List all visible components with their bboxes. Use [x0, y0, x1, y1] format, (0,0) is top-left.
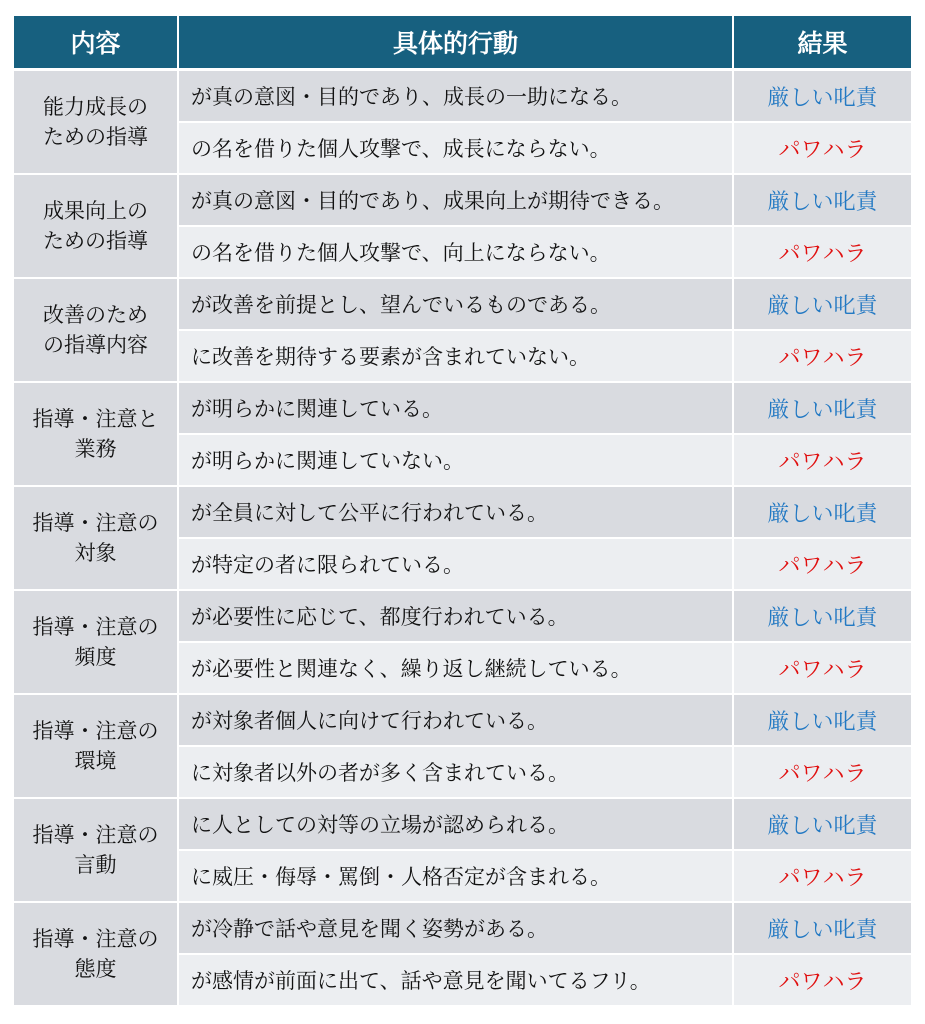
result-strict-reprimand: 厳しい叱責	[734, 591, 911, 643]
category-line: ための指導	[43, 229, 148, 253]
category-cell	[14, 71, 179, 175]
category-cell	[14, 591, 179, 695]
behavior-acceptable: が全員に対して公平に行われている。	[179, 487, 734, 539]
behavior-harassment: が感情が前面に出て、話や意見を聞いてるフリ。	[179, 955, 734, 1007]
behavior-acceptable: が改善を前提とし、望んでいるものである。	[179, 279, 734, 331]
table-row	[14, 71, 911, 123]
result-strict-reprimand: 厳しい叱責	[734, 175, 911, 227]
result-power-harassment: パワハラ	[734, 643, 911, 695]
category-cell	[14, 175, 179, 279]
behavior-harassment: が明らかに関連していない。	[179, 435, 734, 487]
behavior-acceptable: が冷静で話や意見を聞く姿勢がある。	[179, 903, 734, 955]
category-cell	[14, 383, 179, 487]
comparison-table-container	[14, 16, 911, 1007]
category-line: 業務	[74, 437, 117, 461]
category-line: 能力成長の	[43, 95, 148, 119]
table-row	[14, 903, 911, 955]
category-line: 成果向上の	[43, 199, 148, 223]
category-line: 頻度	[74, 645, 117, 669]
comparison-table	[14, 16, 911, 1007]
category-line: 指導・注意の	[32, 719, 159, 743]
result-power-harassment: パワハラ	[734, 435, 911, 487]
result-power-harassment: パワハラ	[734, 851, 911, 903]
behavior-acceptable: が真の意図・目的であり、成長の一助になる。	[179, 71, 734, 123]
category-line: 環境	[74, 749, 117, 773]
result-strict-reprimand: 厳しい叱責	[734, 71, 911, 123]
behavior-acceptable: に人としての対等の立場が認められる。	[179, 799, 734, 851]
result-strict-reprimand: 厳しい叱責	[734, 903, 911, 955]
category-cell	[14, 279, 179, 383]
category-line: の指導内容	[43, 333, 148, 357]
behavior-acceptable: が対象者個人に向けて行われている。	[179, 695, 734, 747]
result-power-harassment: パワハラ	[734, 955, 911, 1007]
behavior-harassment: に威圧・侮辱・罵倒・人格否定が含まれる。	[179, 851, 734, 903]
result-power-harassment: パワハラ	[734, 539, 911, 591]
table-row	[14, 279, 911, 331]
behavior-harassment: が特定の者に限られている。	[179, 539, 734, 591]
result-strict-reprimand: 厳しい叱責	[734, 279, 911, 331]
category-cell	[14, 799, 179, 903]
header-content: 内容	[14, 16, 179, 71]
table-body	[14, 71, 911, 1007]
result-strict-reprimand: 厳しい叱責	[734, 487, 911, 539]
category-line: 指導・注意の	[32, 511, 159, 535]
category-cell	[14, 487, 179, 591]
table-row	[14, 591, 911, 643]
result-power-harassment: パワハラ	[734, 747, 911, 799]
result-power-harassment: パワハラ	[734, 123, 911, 175]
behavior-harassment: に改善を期待する要素が含まれていない。	[179, 331, 734, 383]
behavior-harassment: の名を借りた個人攻撃で、成長にならない。	[179, 123, 734, 175]
category-line: 指導・注意の	[32, 615, 159, 639]
result-power-harassment: パワハラ	[734, 227, 911, 279]
category-line: 指導・注意の	[32, 823, 159, 847]
table-row	[14, 799, 911, 851]
category-line: 態度	[74, 957, 117, 981]
header-result: 結果	[734, 16, 911, 71]
category-line: 指導・注意の	[32, 927, 159, 951]
category-cell	[14, 695, 179, 799]
category-line: 対象	[74, 541, 117, 565]
category-line: 指導・注意と	[32, 407, 159, 431]
table-row	[14, 487, 911, 539]
behavior-acceptable: が必要性に応じて、都度行われている。	[179, 591, 734, 643]
behavior-acceptable: が真の意図・目的であり、成果向上が期待できる。	[179, 175, 734, 227]
behavior-acceptable: が明らかに関連している。	[179, 383, 734, 435]
result-strict-reprimand: 厳しい叱責	[734, 799, 911, 851]
category-line: 言動	[74, 853, 117, 877]
category-cell	[14, 903, 179, 1007]
table-row	[14, 175, 911, 227]
result-strict-reprimand: 厳しい叱責	[734, 695, 911, 747]
category-line: ための指導	[43, 125, 148, 149]
behavior-harassment: が必要性と関連なく、繰り返し継続している。	[179, 643, 734, 695]
behavior-harassment: の名を借りた個人攻撃で、向上にならない。	[179, 227, 734, 279]
header-behavior: 具体的行動	[179, 16, 734, 71]
result-strict-reprimand: 厳しい叱責	[734, 383, 911, 435]
behavior-harassment: に対象者以外の者が多く含まれている。	[179, 747, 734, 799]
table-row	[14, 383, 911, 435]
table-header-row	[14, 16, 911, 71]
category-line: 改善のため	[43, 303, 148, 327]
table-row	[14, 695, 911, 747]
result-power-harassment: パワハラ	[734, 331, 911, 383]
